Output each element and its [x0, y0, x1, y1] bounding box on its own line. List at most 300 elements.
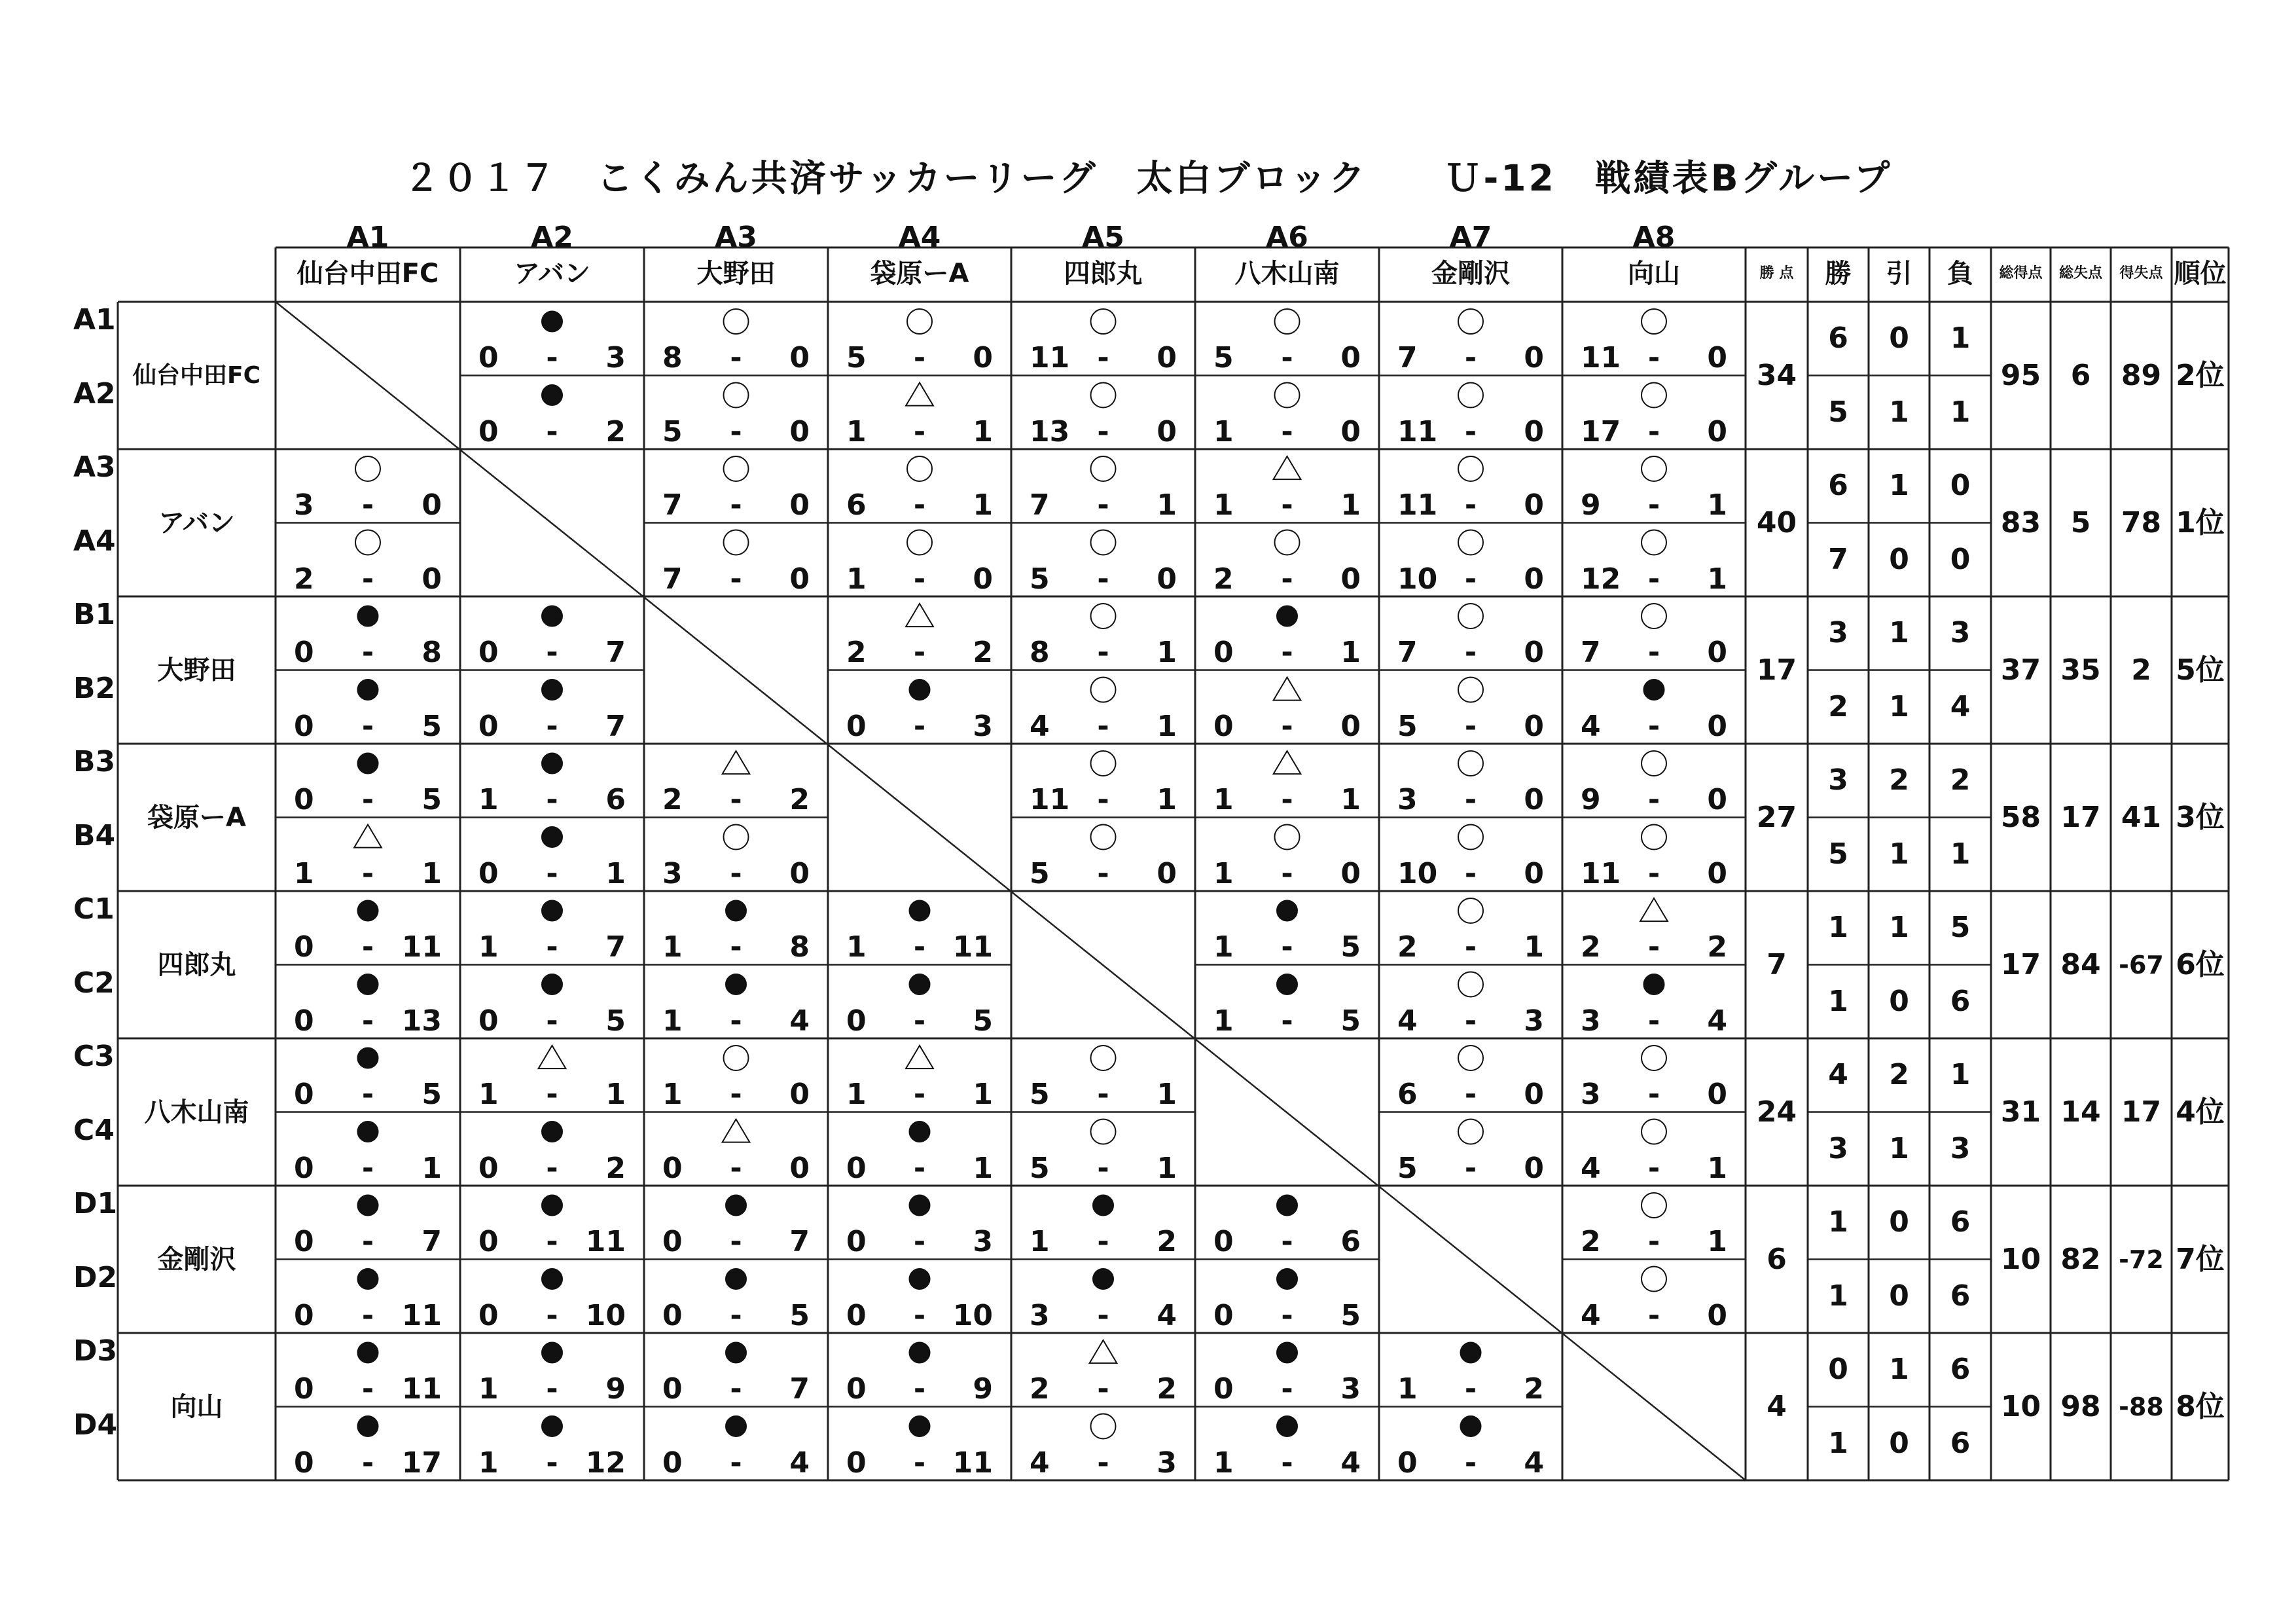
loss-mark-icon [1460, 1342, 1481, 1363]
score-separator: - [913, 709, 926, 743]
win-mark-icon [1091, 1414, 1116, 1439]
score-for: 7 [662, 562, 683, 596]
score-against: 4 [789, 1446, 810, 1480]
score-separator: - [1281, 856, 1293, 890]
score-separator: - [1097, 488, 1109, 522]
losses-count: 2 [1950, 763, 1971, 797]
score-for: 0 [294, 636, 314, 669]
loss-mark-icon [357, 680, 378, 701]
score-for: 0 [846, 1225, 867, 1258]
loss-mark-icon [357, 753, 378, 774]
score-against: 1 [973, 488, 993, 522]
draw-mark-icon [906, 1046, 933, 1068]
score-for: 5 [1030, 856, 1050, 890]
score-for: 4 [1581, 709, 1601, 743]
score-against: 6 [1340, 1225, 1361, 1258]
goals-against: 14 [2060, 1095, 2101, 1129]
score-separator: - [913, 1151, 926, 1185]
score-against: 0 [1340, 562, 1361, 596]
draw-mark-icon [906, 604, 933, 627]
row-code-b1: B1 [73, 598, 116, 631]
score-against: 3 [605, 341, 626, 374]
win-mark-icon [1091, 309, 1116, 334]
score-against: 1 [1707, 488, 1727, 522]
loss-mark-icon [542, 680, 563, 701]
score-against: 11 [401, 1298, 442, 1332]
score-separator: - [1464, 488, 1477, 522]
score-separator: - [1647, 341, 1660, 374]
score-separator: - [730, 930, 742, 964]
score-separator: - [1647, 1151, 1660, 1185]
loss-mark-icon [1277, 900, 1298, 921]
loss-mark-icon [1277, 1269, 1298, 1290]
loss-mark-icon [542, 1342, 563, 1363]
score-for: 4 [1397, 1004, 1418, 1038]
score-separator: - [361, 783, 374, 816]
score-for: 2 [294, 562, 314, 596]
goals-for: 58 [2000, 800, 2041, 834]
win-mark-icon [1458, 456, 1483, 481]
score-separator: - [1281, 709, 1293, 743]
score-separator: - [1281, 1446, 1293, 1480]
score-separator: - [1464, 783, 1477, 816]
row-code-d1: D1 [73, 1187, 118, 1220]
score-separator: - [1464, 709, 1477, 743]
score-for: 1 [1213, 856, 1234, 890]
score-separator: - [1097, 1078, 1109, 1111]
score-for: 0 [478, 1004, 499, 1038]
score-separator: - [361, 636, 374, 669]
goal-difference: 2 [2131, 653, 2151, 687]
score-separator: - [546, 1004, 558, 1038]
row-code-a3: A3 [73, 450, 116, 484]
win-mark-icon [907, 530, 932, 555]
score-for: 3 [1581, 1078, 1601, 1111]
draws-count: 1 [1889, 1353, 1909, 1386]
loss-mark-icon [909, 1122, 930, 1142]
row-team-name: 向山 [170, 1391, 223, 1422]
score-separator: - [1464, 930, 1477, 964]
win-mark-icon [1458, 309, 1483, 334]
score-against: 2 [605, 414, 626, 448]
score-separator: - [1281, 1298, 1293, 1332]
score-for: 1 [662, 1078, 683, 1111]
score-separator: - [546, 1225, 558, 1258]
win-mark-icon [355, 456, 380, 481]
score-against: 5 [1340, 930, 1361, 964]
loss-mark-icon [726, 1269, 747, 1290]
wins-count: 5 [1828, 837, 1848, 871]
score-separator: - [730, 1298, 742, 1332]
draws-count: 0 [1889, 321, 1909, 355]
score-separator: - [361, 1078, 374, 1111]
score-separator: - [1647, 856, 1660, 890]
score-for: 8 [662, 341, 683, 374]
score-for: 5 [1397, 1151, 1418, 1185]
score-separator: - [546, 1372, 558, 1406]
win-mark-icon [1091, 530, 1116, 555]
score-against: 0 [973, 562, 993, 596]
team-points: 17 [1756, 653, 1797, 687]
score-separator: - [1097, 783, 1109, 816]
goal-difference: -72 [2119, 1245, 2164, 1274]
score-for: 4 [1581, 1298, 1601, 1332]
score-for: 12 [1581, 562, 1621, 596]
score-against: 0 [1707, 414, 1727, 448]
score-for: 6 [846, 488, 867, 522]
losses-count: 6 [1950, 984, 1971, 1018]
wins-count: 5 [1828, 395, 1848, 429]
score-for: 11 [1581, 341, 1621, 374]
score-for: 4 [1030, 709, 1050, 743]
score-separator: - [730, 1078, 742, 1111]
win-mark-icon [1641, 825, 1666, 850]
score-for: 1 [478, 783, 499, 816]
score-separator: - [1647, 1225, 1660, 1258]
score-separator: - [546, 341, 558, 374]
win-mark-icon [1458, 825, 1483, 850]
row-code-c3: C3 [73, 1040, 115, 1073]
score-against: 0 [789, 1151, 810, 1185]
loss-mark-icon [1643, 680, 1664, 701]
column-header-team: 向山 [1628, 259, 1680, 289]
score-separator: - [1097, 562, 1109, 596]
score-separator: - [1464, 856, 1477, 890]
row-code-d2: D2 [73, 1260, 118, 1294]
score-for: 10 [1397, 562, 1438, 596]
score-separator: - [1647, 1078, 1660, 1111]
loss-mark-icon [909, 1416, 930, 1437]
score-against: 2 [1524, 1372, 1544, 1406]
score-against: 0 [1707, 783, 1727, 816]
score-against: 0 [1524, 488, 1544, 522]
score-against: 0 [1524, 783, 1544, 816]
column-header-team: 仙台中田FC [296, 259, 439, 289]
score-for: 0 [478, 856, 499, 890]
losses-count: 6 [1950, 1426, 1971, 1460]
score-against: 1 [1340, 488, 1361, 522]
score-for: 0 [294, 1372, 314, 1406]
score-against: 1 [1157, 488, 1177, 522]
score-for: 10 [1397, 856, 1438, 890]
draws-count: 0 [1889, 1426, 1909, 1460]
header-loss: 負 [1947, 259, 1973, 289]
losses-count: 6 [1950, 1353, 1971, 1386]
score-against: 3 [1340, 1372, 1361, 1406]
score-for: 7 [1581, 636, 1601, 669]
score-for: 1 [478, 930, 499, 964]
score-for: 1 [662, 1004, 683, 1038]
win-mark-icon [907, 309, 932, 334]
win-mark-icon [1641, 1120, 1666, 1144]
team-rank: 2位 [2176, 358, 2225, 392]
win-mark-icon [1458, 530, 1483, 555]
loss-mark-icon [357, 974, 378, 995]
header-goals-against: 総失点 [2058, 265, 2102, 282]
goals-against: 84 [2060, 947, 2101, 981]
team-points: 4 [1767, 1389, 1787, 1423]
score-separator: - [546, 1078, 558, 1111]
score-for: 5 [1213, 341, 1234, 374]
score-for: 1 [1213, 488, 1234, 522]
score-separator: - [1647, 783, 1660, 816]
win-mark-icon [1458, 972, 1483, 997]
score-separator: - [361, 562, 374, 596]
draws-count: 0 [1889, 542, 1909, 576]
score-against: 0 [1524, 709, 1544, 743]
goals-for: 10 [2000, 1242, 2041, 1276]
loss-mark-icon [542, 311, 563, 332]
score-separator: - [546, 1446, 558, 1480]
row-code-b2: B2 [73, 671, 116, 705]
score-separator: - [730, 1372, 742, 1406]
score-for: 9 [1581, 488, 1601, 522]
score-separator: - [361, 488, 374, 522]
score-separator: - [1097, 636, 1109, 669]
score-for: 5 [1030, 562, 1050, 596]
win-mark-icon [1641, 456, 1666, 481]
score-separator: - [1281, 636, 1293, 669]
draws-count: 1 [1889, 616, 1909, 649]
score-against: 7 [605, 930, 626, 964]
score-separator: - [1097, 709, 1109, 743]
score-separator: - [361, 1225, 374, 1258]
win-mark-icon [1458, 678, 1483, 702]
score-for: 0 [294, 1151, 314, 1185]
score-for: 2 [1397, 930, 1418, 964]
wins-count: 1 [1828, 911, 1848, 944]
losses-count: 3 [1950, 616, 1971, 649]
loss-mark-icon [1643, 974, 1664, 995]
team-points: 24 [1756, 1095, 1797, 1129]
loss-mark-icon [1277, 974, 1298, 995]
score-separator: - [546, 856, 558, 890]
header-goal-diff: 得失点 [2119, 265, 2163, 282]
score-for: 2 [1213, 562, 1234, 596]
loss-mark-icon [726, 900, 747, 921]
score-separator: - [1464, 1004, 1477, 1038]
score-against: 9 [605, 1372, 626, 1406]
score-against: 0 [1524, 856, 1544, 890]
score-separator: - [913, 930, 926, 964]
loss-mark-icon [357, 900, 378, 921]
score-against: 0 [1707, 1298, 1727, 1332]
score-for: 1 [846, 930, 867, 964]
score-for: 5 [1030, 1078, 1050, 1111]
losses-count: 3 [1950, 1131, 1971, 1165]
loss-mark-icon [357, 1269, 378, 1290]
wins-count: 3 [1828, 763, 1848, 797]
score-against: 0 [789, 414, 810, 448]
score-separator: - [1647, 1298, 1660, 1332]
score-against: 7 [789, 1372, 810, 1406]
score-against: 0 [1340, 709, 1361, 743]
score-against: 4 [1524, 1446, 1544, 1480]
draw-mark-icon [1640, 898, 1668, 921]
loss-mark-icon [909, 1195, 930, 1216]
header-draw: 引 [1886, 259, 1912, 289]
score-separator: - [1281, 1225, 1293, 1258]
score-separator: - [1647, 1004, 1660, 1038]
score-against: 1 [1157, 636, 1177, 669]
score-for: 2 [1581, 1225, 1601, 1258]
loss-mark-icon [542, 974, 563, 995]
score-against: 2 [1157, 1372, 1177, 1406]
draw-mark-icon [539, 1046, 566, 1068]
score-for: 0 [478, 636, 499, 669]
score-separator: - [546, 709, 558, 743]
win-mark-icon [1091, 383, 1116, 408]
team-points: 6 [1767, 1242, 1787, 1276]
score-separator: - [1464, 1151, 1477, 1185]
score-for: 0 [1213, 1372, 1234, 1406]
draws-count: 1 [1889, 395, 1909, 429]
score-for: 13 [1030, 414, 1070, 448]
row-team-name: 大野田 [157, 655, 236, 685]
goal-difference: 89 [2121, 358, 2162, 392]
wins-count: 2 [1828, 689, 1848, 723]
win-mark-icon [1641, 1267, 1666, 1292]
score-for: 0 [846, 1298, 867, 1332]
score-against: 5 [1340, 1298, 1361, 1332]
score-separator: - [1647, 562, 1660, 596]
score-against: 5 [789, 1298, 810, 1332]
score-against: 11 [585, 1225, 626, 1258]
loss-mark-icon [542, 1122, 563, 1142]
column-header-team: 金剛沢 [1431, 259, 1510, 289]
score-for: 1 [478, 1446, 499, 1480]
wins-count: 1 [1828, 984, 1848, 1018]
score-against: 3 [973, 1225, 993, 1258]
score-for: 0 [294, 1446, 314, 1480]
score-separator: - [361, 1004, 374, 1038]
losses-count: 0 [1950, 542, 1971, 576]
score-for: 0 [294, 1004, 314, 1038]
score-for: 0 [294, 709, 314, 743]
goal-difference: 41 [2121, 800, 2162, 834]
score-against: 0 [1707, 341, 1727, 374]
win-mark-icon [724, 383, 749, 408]
score-for: 4 [1030, 1446, 1050, 1480]
score-separator: - [1647, 636, 1660, 669]
score-separator: - [1097, 1225, 1109, 1258]
score-for: 0 [1397, 1446, 1418, 1480]
score-for: 2 [846, 636, 867, 669]
score-separator: - [1281, 488, 1293, 522]
score-separator: - [913, 414, 926, 448]
row-code-d3: D3 [73, 1334, 118, 1368]
team-rank: 5位 [2176, 653, 2225, 687]
score-separator: - [361, 1151, 374, 1185]
score-against: 1 [1707, 1151, 1727, 1185]
loss-mark-icon [909, 680, 930, 701]
score-for: 0 [846, 1446, 867, 1480]
score-separator: - [913, 1004, 926, 1038]
score-for: 11 [1397, 414, 1438, 448]
score-against: 0 [1524, 1078, 1544, 1111]
score-for: 3 [294, 488, 314, 522]
goals-against: 6 [2070, 358, 2091, 392]
team-rank: 6位 [2176, 947, 2225, 981]
row-code-c4: C4 [73, 1113, 115, 1147]
score-separator: - [730, 562, 742, 596]
score-against: 0 [1340, 856, 1361, 890]
win-mark-icon [1091, 1120, 1116, 1144]
score-against: 0 [789, 341, 810, 374]
score-separator: - [913, 636, 926, 669]
score-against: 8 [422, 636, 442, 669]
loss-mark-icon [542, 753, 563, 774]
team-rank: 3位 [2176, 800, 2225, 834]
draw-mark-icon [723, 751, 750, 774]
score-for: 11 [1030, 783, 1070, 816]
column-code-a1: A1 [346, 221, 389, 254]
win-mark-icon [1458, 604, 1483, 629]
row-team-name: 金剛沢 [157, 1244, 236, 1275]
score-against: 2 [1157, 1225, 1177, 1258]
score-separator: - [1647, 930, 1660, 964]
loss-mark-icon [542, 606, 563, 627]
score-against: 0 [789, 856, 810, 890]
loss-mark-icon [542, 900, 563, 921]
score-for: 6 [1397, 1078, 1418, 1111]
score-against: 11 [401, 930, 442, 964]
win-mark-icon [1641, 383, 1666, 408]
score-against: 1 [605, 1078, 626, 1111]
loss-mark-icon [357, 1195, 378, 1216]
score-for: 0 [1213, 1225, 1234, 1258]
row-code-a1: A1 [73, 303, 116, 337]
wins-count: 1 [1828, 1426, 1848, 1460]
row-team-name: 四郎丸 [157, 949, 236, 980]
score-separator: - [913, 488, 926, 522]
goal-difference: 78 [2121, 505, 2162, 539]
score-against: 1 [1340, 636, 1361, 669]
score-separator: - [546, 930, 558, 964]
draw-mark-icon [1274, 751, 1301, 774]
goals-for: 17 [2000, 947, 2041, 981]
column-code-a2: A2 [531, 221, 573, 254]
team-points: 27 [1756, 800, 1797, 834]
win-mark-icon [1458, 1120, 1483, 1144]
score-against: 3 [973, 709, 993, 743]
loss-mark-icon [1460, 1416, 1481, 1437]
score-separator: - [730, 1225, 742, 1258]
score-for: 7 [1397, 341, 1418, 374]
losses-count: 5 [1950, 911, 1971, 944]
score-against: 5 [605, 1004, 626, 1038]
loss-mark-icon [357, 1342, 378, 1363]
score-against: 2 [1707, 930, 1727, 964]
column-code-a8: A8 [1632, 221, 1676, 254]
draw-mark-icon [723, 1120, 750, 1142]
score-for: 1 [294, 856, 314, 890]
score-separator: - [1097, 1372, 1109, 1406]
score-against: 5 [422, 1078, 442, 1111]
score-against: 6 [605, 783, 626, 816]
score-separator: - [1281, 783, 1293, 816]
score-against: 0 [1340, 341, 1361, 374]
goals-against: 98 [2060, 1389, 2101, 1423]
score-separator: - [913, 341, 926, 374]
score-separator: - [1281, 1372, 1293, 1406]
score-for: 0 [294, 930, 314, 964]
header-points: 勝 点 [1759, 265, 1794, 282]
loss-mark-icon [1277, 606, 1298, 627]
score-against: 1 [1707, 1225, 1727, 1258]
score-against: 1 [973, 1078, 993, 1111]
loss-mark-icon [1093, 1269, 1114, 1290]
